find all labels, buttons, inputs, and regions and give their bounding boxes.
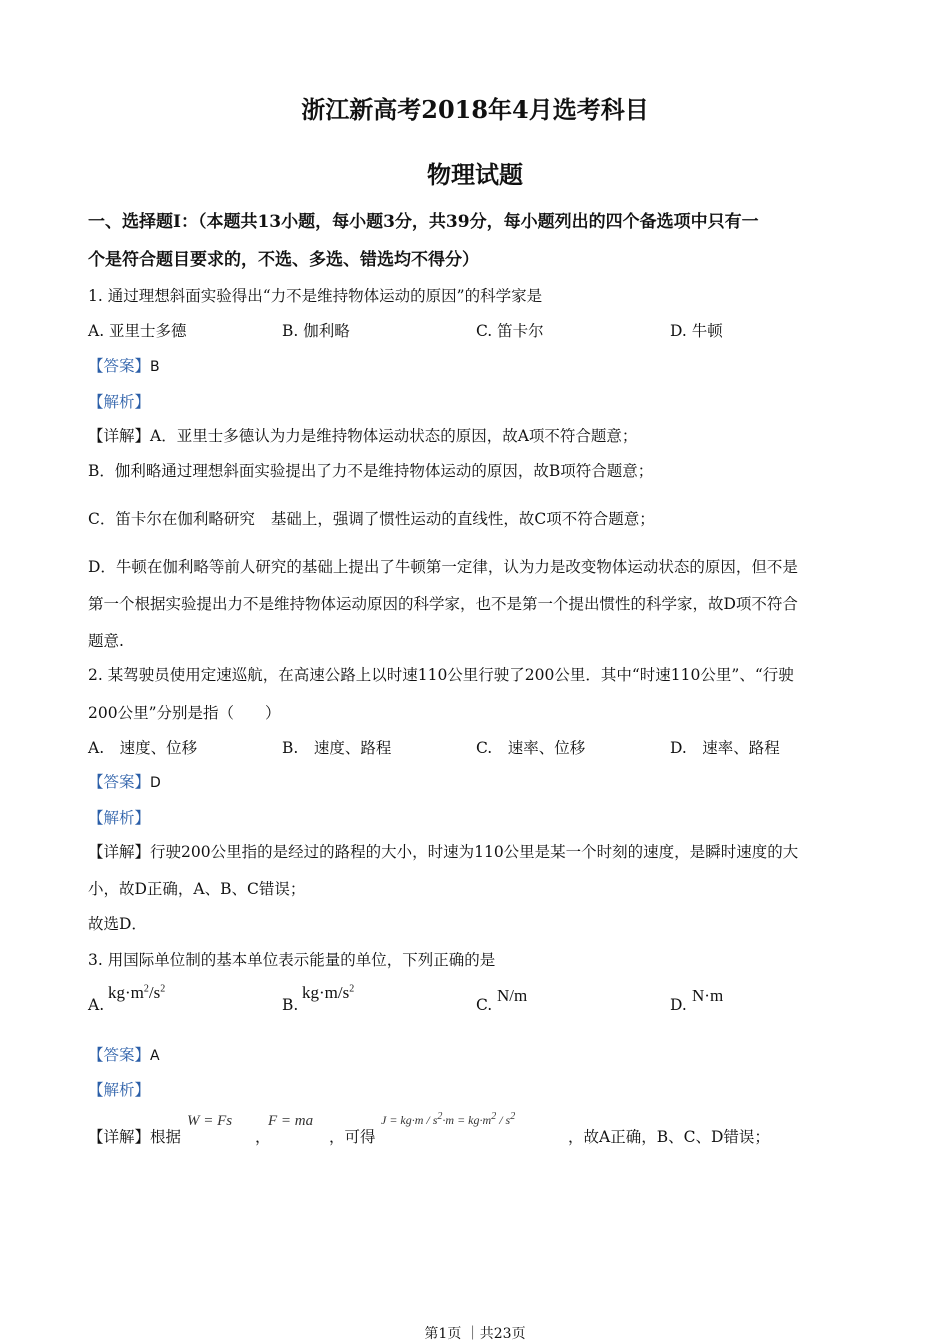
q1-detail-c <box>88 507 655 529</box>
q1-detail-d-2: 第一个根据实验提出力不是维持物体运动原因的科学家，也不是第一个提出惯性的科学家，故D项不符合 <box>88 595 798 613</box>
q2-option-c: C. 速率、位移 <box>476 739 586 757</box>
detail-tag: 【详解】 <box>88 1128 151 1146</box>
detail-text: 行驶200公里指的是经过的路程的大小，时速为110公里是某一个时刻的速度，是瞬时速度的大 <box>150 843 799 861</box>
answer-tag: 【答案】 <box>88 357 151 375</box>
q1-detail-a <box>88 424 637 446</box>
formula-part: ·m = kg·m <box>442 1113 492 1127</box>
question-2-stem-2: 200公里”分别是指（ ） <box>88 704 281 722</box>
formula-w: W = Fs <box>187 1113 233 1129</box>
q3-option-d-letter: D. <box>670 996 687 1014</box>
q1-option-d: D. 牛顿 <box>670 322 723 340</box>
q3-option-d-formula: N·m <box>692 986 724 1005</box>
page-title: 浙江新高考2018年4月选考科目 <box>301 95 649 124</box>
formula-f: F = ma <box>268 1113 314 1129</box>
page-subtitle: 物理试题 <box>427 160 523 189</box>
detail-tag: 【详解】 <box>88 427 151 445</box>
answer-value: D <box>150 775 161 791</box>
q2-analysis-tag: 【解析】 <box>88 809 151 827</box>
detail-prefix: 根据 <box>150 1128 182 1146</box>
formula-exp: 2 <box>510 1111 516 1122</box>
q2-option-a: A. 速度、位移 <box>88 739 198 757</box>
q2-answer <box>88 770 161 792</box>
question-2-stem-1: 2. 某驾驶员使用定速巡航，在高速公路上以时速110公里行驶了200公里．其中“时速110公里”、“行驶 <box>88 666 794 684</box>
formula-exp: 2 <box>437 1111 443 1122</box>
section-heading: 一、选择题I：（本题共13小题，每小题3分，共39分，每小题列出的四个备选项中只有一 <box>88 212 759 232</box>
answer-tag: 【答案】 <box>88 773 151 791</box>
question-1-stem: 1. 通过理想斜面实验得出“力不是维持物体运动的原因”的科学家是 <box>88 287 543 305</box>
q2-option-d: D. 速率、路程 <box>670 739 780 757</box>
answer-tag: 【答案】 <box>88 1046 151 1064</box>
formula-exp: 2 <box>491 1111 497 1122</box>
page-footer: 第1页 ｜共23页 <box>424 1326 526 1342</box>
formula-j <box>381 1111 515 1128</box>
question-3-stem: 3. 用国际单位制的基本单位表示能量的单位，下列正确的是 <box>88 951 496 969</box>
formula-part: / s <box>496 1113 511 1127</box>
detail-tag: 【详解】 <box>88 843 151 861</box>
q1-detail-d-3: 题意. <box>88 632 124 650</box>
q2-detail-1 <box>88 840 798 862</box>
q3-option-b-formula <box>302 983 354 1003</box>
formula-exp: 2 <box>349 983 355 995</box>
q3-analysis-tag: 【解析】 <box>88 1081 151 1099</box>
q1-option-a: A. 亚里士多德 <box>88 322 187 340</box>
formula-part: J = kg·m / s <box>381 1113 438 1127</box>
q2-option-b: B. 速度、路程 <box>282 739 392 757</box>
formula-part: kg·m/s <box>302 983 350 1002</box>
separator: ， <box>255 1128 271 1146</box>
detail-c-part2: 基础上，强调了惯性运动的直线性，故C项不符合题意； <box>270 510 655 528</box>
q1-option-b: B. 伽利略 <box>282 322 350 340</box>
q3-option-c-letter: C. <box>476 996 493 1014</box>
formula-part: kg·m <box>108 983 144 1002</box>
q1-detail-d-1: D．牛顿在伽利略等前人研究的基础上提出了牛顿第一定律，认为力是改变物体运动状态的原因，但不是 <box>88 558 798 576</box>
q3-detail-suffix: ，故A正确，B、C、D错误； <box>568 1128 770 1146</box>
detail-text: A．亚里士多德认为力是维持物体运动状态的原因，故A项不符合题意； <box>150 427 638 445</box>
q2-detail-2: 小，故D正确，A、B、C错误； <box>88 880 306 898</box>
answer-value: A <box>150 1048 160 1064</box>
formula-exp: 2 <box>143 983 149 995</box>
section-heading-cont: 个是符合题目要求的，不选、多选、错选均不得分） <box>88 250 479 270</box>
q1-detail-b: B．伽利略通过理想斜面实验提出了力不是维持物体运动的原因，故B项符合题意； <box>88 462 654 480</box>
q3-option-a-letter: A. <box>88 996 105 1014</box>
q3-detail <box>88 1125 181 1147</box>
q3-option-b-letter: B. <box>282 996 299 1014</box>
q3-answer <box>88 1043 160 1065</box>
formula-part: /s <box>148 983 161 1002</box>
q3-option-c-formula: N/m <box>497 986 528 1005</box>
q3-option-a-formula <box>108 983 165 1003</box>
q2-conclusion: 故选D． <box>88 915 147 933</box>
q1-analysis-tag: 【解析】 <box>88 393 151 411</box>
answer-value: B <box>150 359 160 375</box>
separator: ，可得 <box>329 1128 376 1146</box>
q1-answer <box>88 354 160 376</box>
formula-exp: 2 <box>160 983 166 995</box>
q1-option-c: C. 笛卡尔 <box>476 322 544 340</box>
detail-c-part1: C．笛卡尔在伽利略研究 <box>88 510 255 528</box>
